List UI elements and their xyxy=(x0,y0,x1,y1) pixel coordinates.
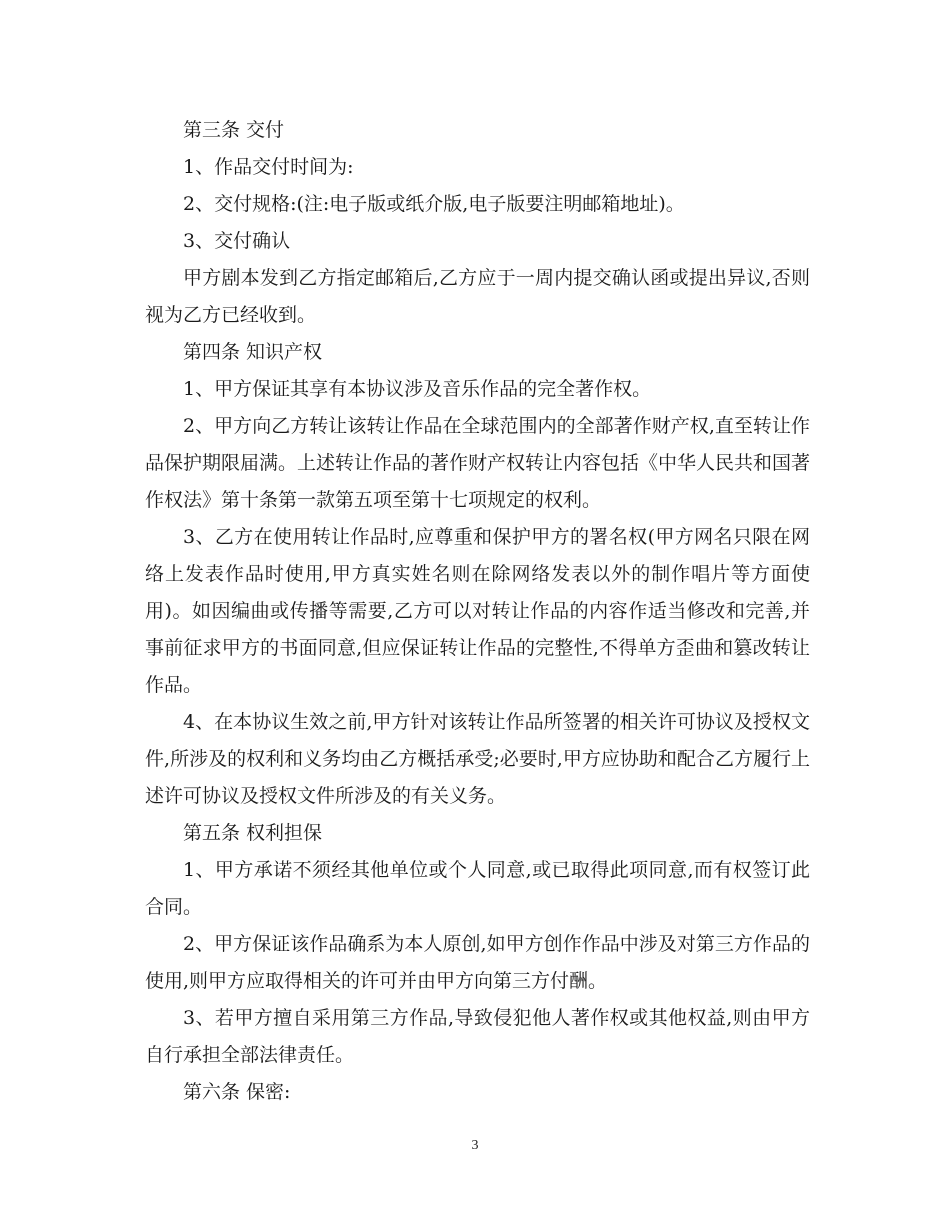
paragraph-ip-4: 4、在本协议生效之前,甲方针对该转让作品所签署的相关许可协议及授权文件,所涉及的权利和义务均由乙方概括承受;必要时,甲方应协助和配合乙方履行上述许可协议及授权文件所涉及的有关义务。 xyxy=(145,711,810,807)
section-heading-article-5: 第五条 权利担保 xyxy=(183,822,323,844)
paragraph-delivery-confirm-body: 甲方剧本发到乙方指定邮箱后,乙方应于一周内提交确认函或提出异议,否则视为乙方已经收到。 xyxy=(145,267,810,326)
paragraph-warranty-2: 2、甲方保证该作品确系为本人原创,如甲方创作作品中涉及对第三方作品的使用,则甲方应取得相关的许可并由甲方向第三方付酬。 xyxy=(145,933,810,992)
paragraph-warranty-3: 3、若甲方擅自采用第三方作品,导致侵犯他人著作权或其他权益,则由甲方自行承担全部法律责任。 xyxy=(145,1007,810,1066)
paragraph-ip-1: 1、甲方保证其享有本协议涉及音乐作品的完全著作权。 xyxy=(183,378,652,400)
paragraph-delivery-confirm: 3、交付确认 xyxy=(183,230,291,252)
page-number: 3 xyxy=(471,1138,479,1153)
paragraph-ip-2: 2、甲方向乙方转让该转让作品在全球范围内的全部著作财产权,直至转让作品保护期限届满。上述转让作品的著作财产权转让内容包括《中华人民共和国著作权法》第十条第一款第五项至第十七项规定的权利。 xyxy=(145,415,811,511)
section-heading-article-3: 第三条 交付 xyxy=(183,119,285,141)
paragraph-delivery-time: 1、作品交付时间为: xyxy=(183,156,354,178)
section-heading-article-6: 第六条 保密: xyxy=(183,1081,291,1103)
section-heading-article-4: 第四条 知识产权 xyxy=(183,341,323,363)
paragraph-ip-3: 3、乙方在使用转让作品时,应尊重和保护甲方的署名权(甲方网名只限在网络上发表作品时使用,甲方真实姓名则在除网络发表以外的制作唱片等方面使用)。如因编曲或传播等需要,乙方可以对转让作品的内容作适当修改和完善,并事前征求甲方的书面同意,但应保证转让作品的完整性,不得单方歪曲和篡改转让作品。 xyxy=(145,526,810,696)
paragraph-delivery-spec: 2、交付规格:(注:电子版或纸介版,电子版要注明邮箱地址)。 xyxy=(183,193,685,215)
paragraph-warranty-1: 1、甲方承诺不须经其他单位或个人同意,或已取得此项同意,而有权签订此合同。 xyxy=(145,859,810,918)
